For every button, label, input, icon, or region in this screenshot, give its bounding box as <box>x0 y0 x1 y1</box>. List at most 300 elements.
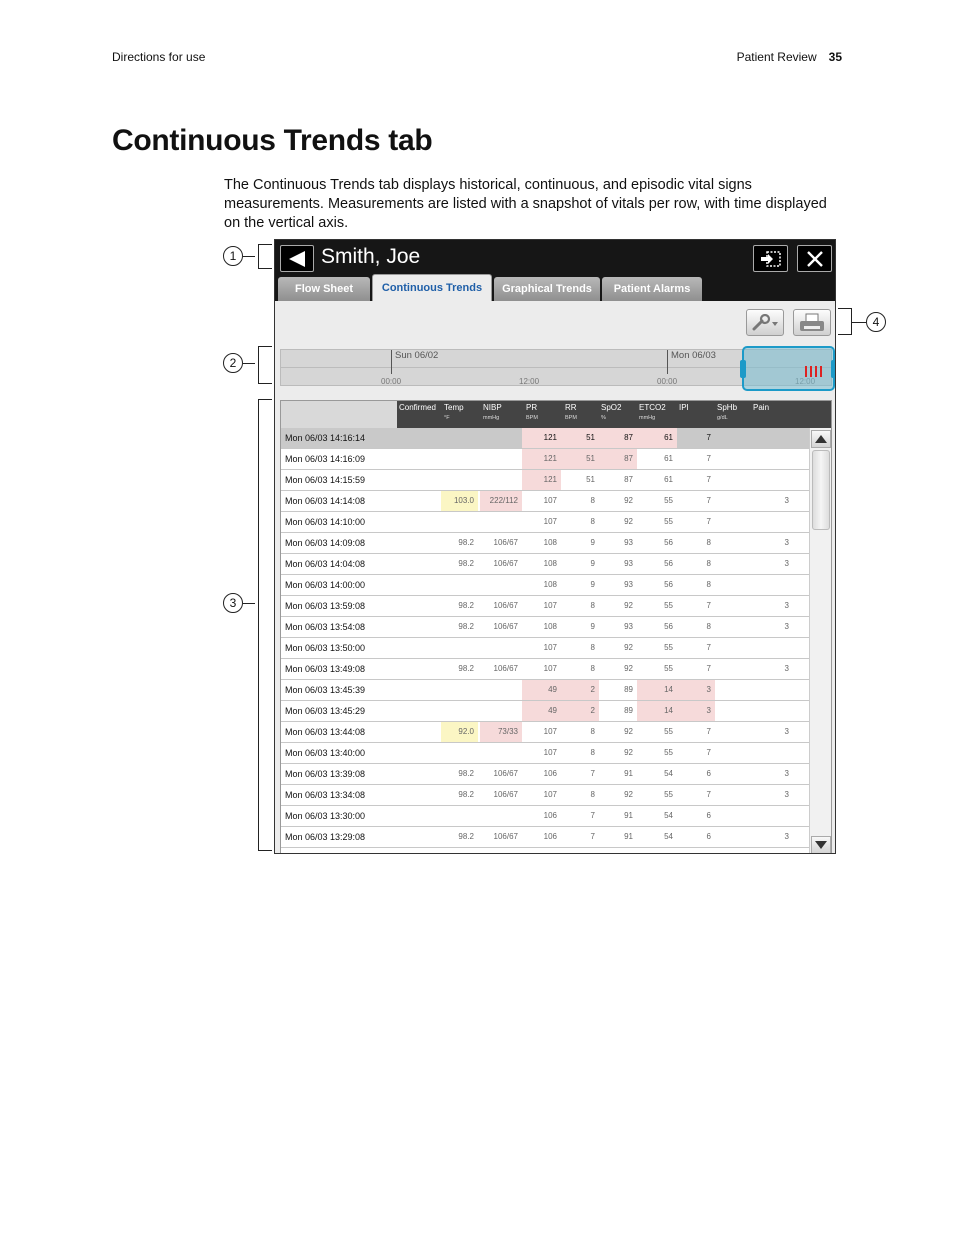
row-timestamp: Mon 06/03 14:09:08 <box>285 538 366 548</box>
cell-ipi: 7 <box>706 727 711 736</box>
cell-rr: 2 <box>561 701 599 721</box>
column-unit: % <box>601 415 606 421</box>
cell-etco2: 55 <box>664 748 673 757</box>
cell-nibp: 106/67 <box>493 832 518 841</box>
row-timestamp: Mon 06/03 13:40:00 <box>285 748 366 758</box>
cell-rr: 7 <box>590 811 595 820</box>
printer-icon <box>798 313 826 333</box>
cell-spo2: 92 <box>624 643 633 652</box>
timeline-selection-window[interactable] <box>742 346 835 391</box>
cell-ipi: 7 <box>706 454 711 463</box>
cell-temp: 98.2 <box>458 790 474 799</box>
column-header[interactable] <box>526 403 538 423</box>
cell-temp <box>441 575 478 595</box>
cell-etco2: 56 <box>664 559 673 568</box>
timeline-day-label: Sun 06/02 <box>391 350 438 374</box>
cell-pr: 107 <box>543 727 557 736</box>
column-unit: BPM <box>526 415 538 421</box>
row-timestamp: Mon 06/03 14:14:08 <box>285 496 366 506</box>
cell-pr: 107 <box>543 601 557 610</box>
tab-flow-sheet[interactable]: Flow Sheet <box>278 277 370 301</box>
column-unit: g/dL <box>717 415 728 421</box>
cell-pr: 107 <box>543 517 557 526</box>
timeline-day-label: Mon 06/03 <box>667 350 716 374</box>
close-button[interactable] <box>797 245 832 272</box>
table-row[interactable] <box>281 680 809 701</box>
cell-pain: 3 <box>784 664 789 673</box>
cell-spo2: 92 <box>624 790 633 799</box>
cell-rr: 51 <box>561 428 599 448</box>
vertical-scrollbar[interactable] <box>809 428 831 854</box>
cell-nibp <box>480 512 522 532</box>
column-label: NIBP <box>483 403 502 412</box>
column-label: SpHb <box>717 403 738 412</box>
column-unit: mmHg <box>639 415 656 421</box>
cell-pain <box>751 638 793 658</box>
cell-sphb <box>715 764 751 784</box>
triangle-up-icon <box>815 435 827 443</box>
cell-temp: 103.0 <box>441 491 478 511</box>
cell-spo2: 93 <box>624 580 633 589</box>
cell-pain: 3 <box>784 727 789 736</box>
cell-etco2: 14 <box>637 701 677 721</box>
callout-2 <box>223 353 255 373</box>
tab-graphical-trends[interactable]: Graphical Trends <box>494 277 600 301</box>
cell-sphb <box>715 428 751 448</box>
cell-etco2: 54 <box>664 769 673 778</box>
cell-nibp: 106/67 <box>493 622 518 631</box>
callout-number: 2 <box>223 353 243 373</box>
cell-etco2: 61 <box>664 475 673 484</box>
cell-pain <box>751 743 793 763</box>
column-header[interactable] <box>444 403 464 423</box>
cell-pr: 106 <box>543 832 557 841</box>
cell-spo2: 93 <box>624 622 633 631</box>
cell-ipi: 8 <box>706 622 711 631</box>
timeline-navigator[interactable] <box>280 349 832 386</box>
cell-rr: 9 <box>590 622 595 631</box>
cell-pr: 108 <box>543 559 557 568</box>
cell-pr: 107 <box>543 643 557 652</box>
cell-pain: 3 <box>784 769 789 778</box>
cell-rr: 8 <box>590 517 595 526</box>
cell-etco2: 55 <box>664 496 673 505</box>
cell-ipi: 3 <box>677 701 715 721</box>
cell-etco2: 55 <box>664 790 673 799</box>
cell-nibp: 106/67 <box>493 538 518 547</box>
table-row[interactable] <box>281 428 809 449</box>
cell-nibp: 106/67 <box>493 769 518 778</box>
cell-sphb <box>715 638 751 658</box>
cell-nibp: 222/112 <box>480 491 522 511</box>
cell-pr: 49 <box>522 680 561 700</box>
row-timestamp: Mon 06/03 14:16:09 <box>285 454 366 464</box>
trends-table <box>280 400 832 854</box>
callout-number: 3 <box>223 593 243 613</box>
cell-etco2: 55 <box>664 643 673 652</box>
cell-spo2: 92 <box>624 664 633 673</box>
cell-spo2: 92 <box>624 748 633 757</box>
cell-nibp: 106/67 <box>493 601 518 610</box>
cell-spo2: 92 <box>624 496 633 505</box>
cell-temp: 98.2 <box>458 769 474 778</box>
scroll-up-button[interactable] <box>811 430 831 448</box>
cell-pr: 107 <box>543 664 557 673</box>
cell-nibp <box>480 701 522 721</box>
cell-temp <box>441 638 478 658</box>
row-timestamp: Mon 06/03 13:50:00 <box>285 643 366 653</box>
cell-ipi: 8 <box>706 559 711 568</box>
scroll-thumb[interactable] <box>812 450 830 530</box>
table-row[interactable] <box>281 638 809 659</box>
cell-rr: 8 <box>590 601 595 610</box>
cell-rr: 7 <box>590 832 595 841</box>
cell-rr: 9 <box>590 559 595 568</box>
cell-pain <box>751 680 793 700</box>
cell-sphb <box>715 449 751 469</box>
cell-pain <box>751 470 793 490</box>
callout-number: 1 <box>223 246 243 266</box>
cell-pr: 121 <box>522 470 561 490</box>
table-row[interactable] <box>281 470 809 491</box>
cell-pr: 121 <box>522 449 561 469</box>
cell-rr: 51 <box>561 449 599 469</box>
table-row[interactable] <box>281 449 809 470</box>
cell-ipi: 7 <box>706 475 711 484</box>
cell-etco2: 55 <box>664 664 673 673</box>
cell-temp: 98.2 <box>458 538 474 547</box>
close-icon <box>806 250 824 268</box>
cell-pain <box>751 806 793 826</box>
cell-ipi: 6 <box>706 811 711 820</box>
cell-pain: 3 <box>784 622 789 631</box>
column-header[interactable] <box>399 403 436 413</box>
cell-ipi: 8 <box>706 538 711 547</box>
row-timestamp: Mon 06/03 14:16:14 <box>285 433 366 443</box>
table-row[interactable] <box>281 806 809 827</box>
cell-etco2: 61 <box>637 428 677 448</box>
callout-4-bracket <box>838 308 852 335</box>
cell-nibp: 106/67 <box>493 559 518 568</box>
callout-1 <box>223 246 255 266</box>
cell-rr: 8 <box>590 643 595 652</box>
cell-pain: 3 <box>784 496 789 505</box>
callout-3 <box>223 593 255 613</box>
cell-temp: 98.2 <box>458 559 474 568</box>
cell-rr: 8 <box>590 790 595 799</box>
page-number: 35 <box>828 50 842 64</box>
cell-pr: 107 <box>543 496 557 505</box>
wrench-icon <box>751 314 779 332</box>
cell-temp <box>441 428 478 448</box>
cell-sphb <box>715 596 751 616</box>
cell-sphb <box>715 470 751 490</box>
running-header-left: Directions for use <box>112 50 206 64</box>
cell-nibp <box>480 428 522 448</box>
cell-temp <box>441 680 478 700</box>
cell-sphb <box>715 554 751 574</box>
row-timestamp: Mon 06/03 14:00:00 <box>285 580 366 590</box>
cell-pr: 121 <box>522 428 561 448</box>
cell-pain: 3 <box>784 559 789 568</box>
tab-continuous-trends[interactable]: Continuous Trends <box>372 274 492 301</box>
cell-sphb <box>715 806 751 826</box>
column-label: Pain <box>753 403 770 412</box>
table-row[interactable] <box>281 701 809 722</box>
cell-rr: 51 <box>586 475 595 484</box>
table-row[interactable] <box>281 827 809 848</box>
table-row[interactable] <box>281 617 809 638</box>
cell-rr: 9 <box>590 538 595 547</box>
cell-ipi: 7 <box>706 517 711 526</box>
column-label: RR <box>565 403 577 412</box>
column-header[interactable] <box>639 403 666 423</box>
row-timestamp: Mon 06/03 14:04:08 <box>285 559 366 569</box>
device-screen <box>274 239 836 854</box>
cell-temp <box>441 449 478 469</box>
alarm-markers <box>805 366 823 377</box>
cell-ipi: 7 <box>706 433 711 442</box>
cell-sphb <box>715 701 751 721</box>
cell-sphb <box>715 827 751 847</box>
cell-temp <box>441 743 478 763</box>
tab-patient-alarms[interactable]: Patient Alarms <box>602 277 702 301</box>
cell-temp <box>441 806 478 826</box>
cell-nibp: 73/33 <box>480 722 522 742</box>
table-row[interactable] <box>281 554 809 575</box>
running-header-right <box>737 50 842 64</box>
cell-temp: 92.0 <box>441 722 478 742</box>
cell-sphb <box>715 533 751 553</box>
column-header[interactable] <box>483 403 502 423</box>
cell-spo2: 93 <box>624 538 633 547</box>
cell-ipi: 6 <box>706 769 711 778</box>
row-timestamp: Mon 06/03 13:44:08 <box>285 727 366 737</box>
cell-sphb <box>715 722 751 742</box>
column-label: ETCO2 <box>639 403 666 412</box>
timeline-tick: 00:00 <box>657 377 678 386</box>
row-timestamp: Mon 06/03 13:45:29 <box>285 706 366 716</box>
cell-nibp <box>480 470 522 490</box>
cell-pain: 3 <box>784 790 789 799</box>
timeline-tick: 00:00 <box>381 377 402 386</box>
cell-spo2: 87 <box>599 428 637 448</box>
cell-temp: 98.2 <box>458 832 474 841</box>
cell-ipi: 7 <box>706 496 711 505</box>
exit-icon <box>759 250 783 268</box>
cell-spo2: 87 <box>624 475 633 484</box>
cell-rr: 2 <box>561 680 599 700</box>
intro-paragraph: The Continuous Trends tab displays historical, continuous, and episodic vital signs measurements. Measurements are listed with a snapshot of vitals per row, with time displayed on the vertical axis. <box>224 177 827 231</box>
cell-nibp <box>480 680 522 700</box>
table-row[interactable] <box>281 512 809 533</box>
cell-ipi: 7 <box>706 601 711 610</box>
cell-etco2: 56 <box>664 622 673 631</box>
callout-2-bracket <box>258 346 272 384</box>
print-button[interactable] <box>793 309 831 336</box>
triangle-down-icon <box>815 841 827 849</box>
row-timestamp: Mon 06/03 13:45:39 <box>285 685 366 695</box>
patient-name: Smith, Joe <box>321 245 421 268</box>
title-bar <box>275 240 835 301</box>
cell-temp <box>441 512 478 532</box>
back-button[interactable] <box>280 245 314 272</box>
timeline-tick: 12:00 <box>519 377 540 386</box>
cell-sphb <box>715 617 751 637</box>
cell-sphb <box>715 743 751 763</box>
cell-spo2: 89 <box>624 706 633 715</box>
cell-spo2: 92 <box>624 601 633 610</box>
cell-pr: 107 <box>543 748 557 757</box>
cell-rr: 7 <box>590 769 595 778</box>
cell-etco2: 55 <box>664 601 673 610</box>
cell-etco2: 54 <box>664 811 673 820</box>
back-arrow-icon <box>287 250 307 268</box>
callout-1-bracket <box>258 244 272 269</box>
cell-pr: 106 <box>543 769 557 778</box>
cell-pain <box>751 428 793 448</box>
cell-pain <box>751 701 793 721</box>
settings-button[interactable] <box>746 309 784 336</box>
cell-temp: 98.2 <box>458 664 474 673</box>
cell-ipi: 7 <box>706 748 711 757</box>
cell-pain: 3 <box>784 832 789 841</box>
cell-nibp: 106/67 <box>493 790 518 799</box>
cell-pr: 108 <box>543 538 557 547</box>
column-unit: °F <box>444 415 450 421</box>
row-timestamp: Mon 06/03 13:34:08 <box>285 790 366 800</box>
cell-pr: 108 <box>543 622 557 631</box>
callout-3-bracket <box>258 399 272 851</box>
table-row[interactable] <box>281 743 809 764</box>
callout-number: 4 <box>866 312 886 332</box>
cell-etco2: 56 <box>664 538 673 547</box>
table-row[interactable] <box>281 575 809 596</box>
cell-rr: 9 <box>590 580 595 589</box>
table-row[interactable] <box>281 764 809 785</box>
timeline-right-handle[interactable] <box>831 360 836 378</box>
table-row[interactable] <box>281 533 809 554</box>
row-timestamp: Mon 06/03 13:39:08 <box>285 769 366 779</box>
row-timestamp: Mon 06/03 13:54:08 <box>285 622 366 632</box>
cell-pr: 108 <box>543 580 557 589</box>
cell-spo2: 91 <box>624 811 633 820</box>
cell-ipi: 3 <box>677 680 715 700</box>
table-header <box>281 401 831 428</box>
cell-nibp <box>480 575 522 595</box>
column-label: IPI <box>679 403 689 412</box>
cell-spo2: 91 <box>624 832 633 841</box>
cell-spo2: 93 <box>624 559 633 568</box>
table-row[interactable] <box>281 785 809 806</box>
cell-spo2: 92 <box>624 517 633 526</box>
column-label: Temp <box>444 403 464 412</box>
cell-pain <box>751 575 793 595</box>
column-header[interactable] <box>565 403 577 423</box>
cell-sphb <box>715 512 751 532</box>
row-timestamp: Mon 06/03 14:15:59 <box>285 475 366 485</box>
cell-pain: 3 <box>784 538 789 547</box>
row-timestamp: Mon 06/03 13:49:08 <box>285 664 366 674</box>
column-header[interactable] <box>679 403 689 413</box>
column-header[interactable] <box>753 403 769 413</box>
page-title: Continuous Trends tab <box>112 124 433 157</box>
cell-sphb <box>715 491 751 511</box>
cell-nibp <box>480 449 522 469</box>
column-header[interactable] <box>717 403 737 423</box>
cell-ipi: 6 <box>706 832 711 841</box>
column-label: Confirmed <box>399 403 436 412</box>
timeline-left-handle[interactable] <box>740 360 746 378</box>
callout-4 <box>852 312 886 332</box>
row-timestamp: Mon 06/03 13:29:08 <box>285 832 366 842</box>
cell-ipi: 8 <box>706 580 711 589</box>
cell-pain <box>751 512 793 532</box>
cell-rr: 8 <box>590 664 595 673</box>
cell-spo2: 91 <box>624 769 633 778</box>
cell-sphb <box>715 785 751 805</box>
cell-spo2: 87 <box>599 449 637 469</box>
cell-rr: 8 <box>590 496 595 505</box>
column-label: SpO2 <box>601 403 622 412</box>
cell-nibp <box>480 806 522 826</box>
cell-sphb <box>715 575 751 595</box>
cell-rr: 8 <box>590 748 595 757</box>
column-unit: BPM <box>565 415 577 421</box>
table-row[interactable] <box>281 659 809 680</box>
exit-button[interactable] <box>753 245 788 272</box>
cell-pr: 49 <box>522 701 561 721</box>
table-row[interactable] <box>281 722 809 743</box>
cell-etco2: 55 <box>664 517 673 526</box>
cell-spo2: 89 <box>624 685 633 694</box>
cell-nibp: 106/67 <box>493 664 518 673</box>
cell-nibp <box>480 638 522 658</box>
cell-etco2: 55 <box>664 727 673 736</box>
scroll-down-button[interactable] <box>811 836 831 854</box>
cell-spo2: 92 <box>624 727 633 736</box>
row-timestamp: Mon 06/03 13:59:08 <box>285 601 366 611</box>
cell-etco2: 54 <box>664 832 673 841</box>
row-timestamp: Mon 06/03 13:30:00 <box>285 811 366 821</box>
cell-temp: 98.2 <box>458 601 474 610</box>
table-row[interactable] <box>281 596 809 617</box>
table-row[interactable] <box>281 491 809 512</box>
cell-pain <box>751 449 793 469</box>
cell-nibp <box>480 743 522 763</box>
cell-ipi: 7 <box>706 664 711 673</box>
cell-ipi: 7 <box>706 790 711 799</box>
cell-etco2: 61 <box>664 454 673 463</box>
cell-pr: 107 <box>543 790 557 799</box>
column-unit: mmHg <box>483 415 500 421</box>
cell-pr: 106 <box>543 811 557 820</box>
cell-rr: 8 <box>590 727 595 736</box>
cell-sphb <box>715 659 751 679</box>
column-header[interactable] <box>601 403 621 423</box>
row-timestamp: Mon 06/03 14:10:00 <box>285 517 366 527</box>
cell-etco2: 56 <box>664 580 673 589</box>
cell-ipi: 7 <box>706 643 711 652</box>
cell-temp <box>441 470 478 490</box>
cell-etco2: 14 <box>637 680 677 700</box>
cell-sphb <box>715 680 751 700</box>
section-name: Patient Review <box>736 50 817 64</box>
cell-pain: 3 <box>784 601 789 610</box>
cell-temp: 98.2 <box>458 622 474 631</box>
column-label: PR <box>526 403 538 412</box>
cell-temp <box>441 701 478 721</box>
